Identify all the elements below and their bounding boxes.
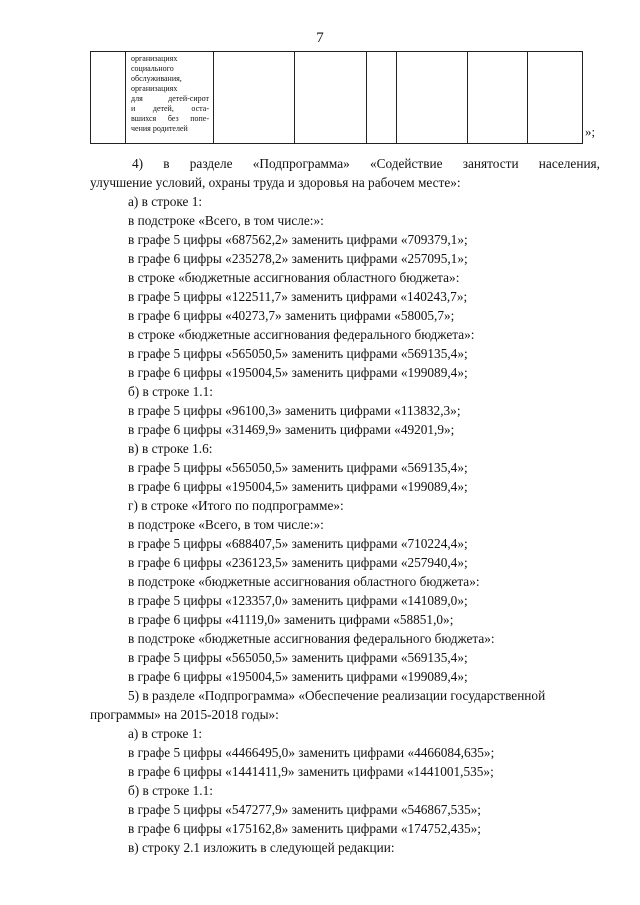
paragraph-line: в графе 6 цифры «41119,0» заменить цифрами «58851,0»; — [128, 612, 454, 627]
closing-quote-mark: »; — [585, 124, 596, 139]
table-cell-line: чения родителей — [131, 124, 188, 133]
paragraph-line: в графе 6 цифры «40273,7» заменить цифрами «58005,7»; — [128, 308, 455, 323]
paragraph-line: в графе 5 цифры «4466495,0» заменить цифрами «4466084,635»; — [128, 745, 495, 760]
paragraph-line: в графе 5 цифры «565050,5» заменить цифрами «569135,4»; — [128, 650, 468, 665]
paragraph-line: в подстроке «бюджетные ассигнования областного бюджета»: — [128, 574, 480, 589]
paragraph-line: в графе 5 цифры «565050,5» заменить цифрами «569135,4»; — [128, 346, 468, 361]
paragraph-line: в графе 5 цифры «96100,3» заменить цифрами «113832,3»; — [128, 403, 461, 418]
table-column-divider — [125, 52, 126, 143]
paragraph-line: в графе 6 цифры «195004,5» заменить цифрами «199089,4»; — [128, 669, 468, 684]
paragraph-line: в графе 6 цифры «195004,5» заменить цифрами «199089,4»; — [128, 365, 468, 380]
paragraph-line: в графе 5 цифры «565050,5» заменить цифрами «569135,4»; — [128, 460, 468, 475]
paragraph-line: в графе 6 цифры «235278,2» заменить цифрами «257095,1»; — [128, 251, 468, 266]
table-cell-line: организациях — [131, 84, 178, 93]
paragraph-line: 4) в разделе «Подпрограмма» «Содействие занятости населения, — [132, 156, 600, 171]
table-cell-line: и детей, оста- — [131, 104, 209, 113]
paragraph-line: улучшение условий, охраны труда и здоровья на рабочем месте»: — [90, 175, 461, 190]
paragraph-line: в) строку 2.1 изложить в следующей редакции: — [128, 840, 395, 855]
paragraph-line: б) в строке 1.1: — [128, 783, 213, 798]
paragraph-line: в графе 5 цифры «122511,7» заменить цифрами «140243,7»; — [128, 289, 468, 304]
paragraph-line: в графе 6 цифры «175162,8» заменить цифрами «174752,435»; — [128, 821, 481, 836]
paragraph-line: в графе 5 цифры «547277,9» заменить цифрами «546867,535»; — [128, 802, 481, 817]
table-fragment — [90, 51, 583, 144]
paragraph-line: в подстроке «Всего, в том числе:»: — [128, 213, 324, 228]
paragraph-line: в графе 5 цифры «688407,5» заменить цифрами «710224,4»; — [128, 536, 468, 551]
paragraph-line: программы» на 2015-2018 годы»: — [90, 707, 279, 722]
paragraph-line: г) в строке «Итого по подпрограмме»: — [128, 498, 344, 513]
paragraph-line: в строке «бюджетные ассигнования федерального бюджета»: — [128, 327, 475, 342]
paragraph-line: а) в строке 1: — [128, 726, 203, 741]
table-cell-line: вшихся без попе- — [131, 114, 209, 123]
table-column-divider — [366, 52, 367, 143]
paragraph-line: в графе 6 цифры «31469,9» заменить цифрами «49201,9»; — [128, 422, 455, 437]
page-number: 7 — [316, 30, 324, 46]
table-column-divider — [213, 52, 214, 143]
table-cell-line: для детей-сирот — [131, 94, 209, 103]
paragraph-line: в графе 6 цифры «236123,5» заменить цифрами «257940,4»; — [128, 555, 468, 570]
paragraph-line: в графе 6 цифры «195004,5» заменить цифрами «199089,4»; — [128, 479, 468, 494]
paragraph-line: в графе 5 цифры «123357,0» заменить цифрами «141089,0»; — [128, 593, 468, 608]
table-cell-line: обслуживания, — [131, 74, 182, 83]
paragraph-line: 5) в разделе «Подпрограмма» «Обеспечение реализации государственной — [128, 688, 546, 703]
paragraph-line: в графе 6 цифры «1441411,9» заменить цифрами «1441001,535»; — [128, 764, 494, 779]
table-cell-line: организациях — [131, 54, 178, 63]
paragraph-line: в строке «бюджетные ассигнования областного бюджета»: — [128, 270, 460, 285]
paragraph-line: б) в строке 1.1: — [128, 384, 213, 399]
paragraph-line: в подстроке «Всего, в том числе:»: — [128, 517, 324, 532]
table-column-divider — [396, 52, 397, 143]
paragraph-line: в подстроке «бюджетные ассигнования федерального бюджета»: — [128, 631, 495, 646]
table-cell-line: социального — [131, 64, 174, 73]
paragraph-line: а) в строке 1: — [128, 194, 203, 209]
paragraph-line: в графе 5 цифры «687562,2» заменить цифрами «709379,1»; — [128, 232, 468, 247]
paragraph-line: в) в строке 1.6: — [128, 441, 213, 456]
table-cell-text — [131, 54, 209, 134]
table-column-divider — [527, 52, 528, 143]
table-column-divider — [467, 52, 468, 143]
table-column-divider — [294, 52, 295, 143]
